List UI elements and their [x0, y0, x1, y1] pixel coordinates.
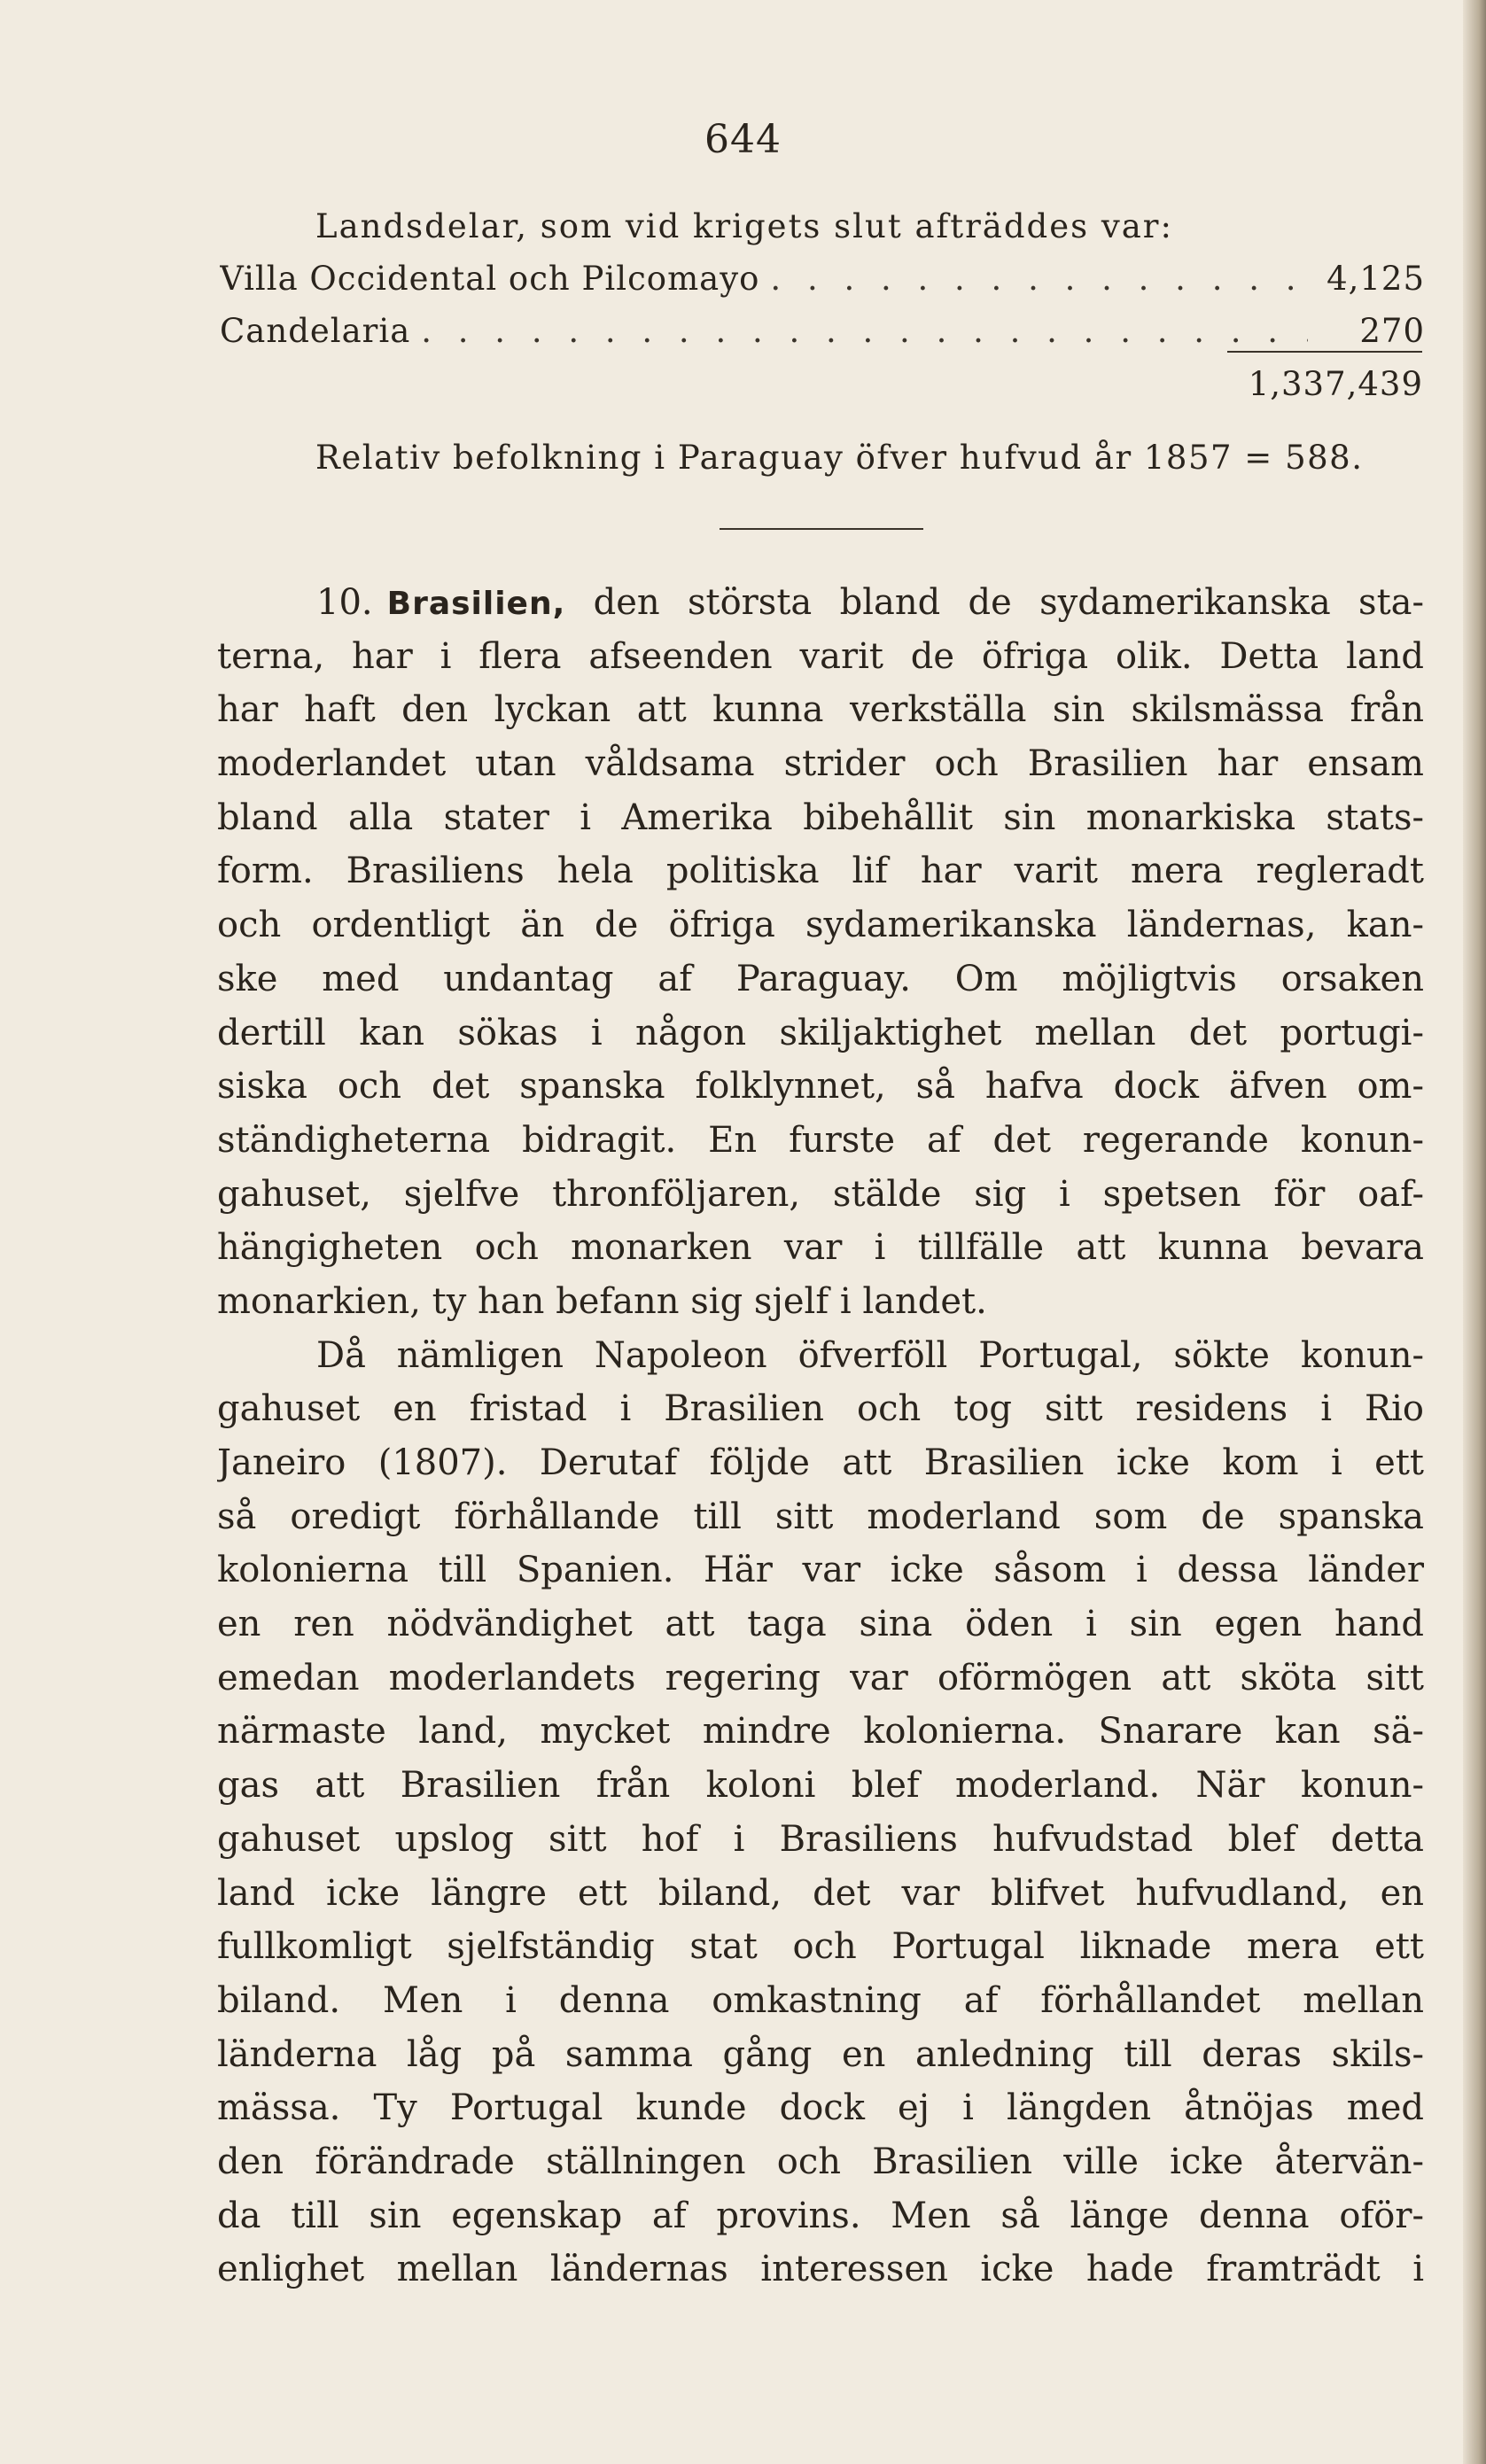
section-number: 10.: [316, 582, 373, 623]
paragraph-line: länderna låg på samma gång en anledning till deras skils-: [217, 2033, 1424, 2075]
row-value: 270: [1359, 312, 1425, 350]
page-number: 644: [704, 117, 782, 162]
table-row: [220, 305, 1425, 357]
dot-leader: [421, 305, 1308, 357]
paragraph-line: gas att Brasilien från koloni blef moderland. När konun-: [217, 1765, 1424, 1807]
paragraph-line: dertill kan sökas i någon skiljaktighet mellan det portugi-: [217, 1012, 1424, 1053]
section-subject: Brasilien,: [386, 586, 566, 622]
paragraph-line: gahuset, sjelfve thronföljaren, stälde sig i spetsen för oaf-: [217, 1173, 1424, 1215]
line-text: den största bland de sydamerikanska sta-: [593, 582, 1424, 623]
paragraph-line: emedan moderlandets regering var oförmögen att sköta sitt: [217, 1657, 1424, 1698]
paragraph-line: gahuset upslog sitt hof i Brasiliens hufvudstad blef detta: [217, 1818, 1424, 1860]
population-density-line: Relativ befolkning i Paraguay öfver hufvud år 1857 = 588.: [315, 439, 1364, 477]
paragraph-line: da till sin egenskap af provins. Men så länge denna oför-: [217, 2195, 1424, 2236]
paragraph-line: [217, 576, 1424, 630]
page-edge-shadow: [1463, 0, 1486, 2464]
dot-leader: [770, 253, 1308, 305]
paragraph-line: land icke längre ett biland, det var blifvet hufvudland, en: [217, 1872, 1424, 1914]
body-text: [217, 576, 1424, 2297]
paragraph-line: form. Brasiliens hela politiska lif har varit mera regleradt: [217, 851, 1424, 892]
paragraph-line: mässa. Ty Portugal kunde dock ej i längden åtnöjas med: [217, 2087, 1424, 2129]
paragraph-line: siska och det spanska folklynnet, så hafva dock äfven om-: [217, 1066, 1424, 1108]
table-row: [220, 253, 1425, 305]
paragraph-line: och ordentligt än de öfriga sydamerikanska ländernas, kan-: [217, 905, 1424, 946]
paragraph-line: bland alla stater i Amerika bibehållit sin monarkiska stats-: [217, 797, 1424, 838]
row-label: Candelaria: [220, 312, 411, 350]
table-heading: Landsdelar, som vid krigets slut afträddes var:: [315, 207, 1173, 245]
section-divider: [720, 528, 923, 530]
paragraph-line: kolonierna till Spanien. Här var icke såsom i dessa länder: [217, 1550, 1424, 1591]
ceded-territories-table: [220, 200, 1425, 357]
sum-rule: [1227, 351, 1422, 353]
paragraph-line: hängigheten och monarken var i tillfälle att kunna bevara: [217, 1227, 1424, 1269]
paragraph-line: ständigheterna bidragit. En furste af det regerande konun-: [217, 1119, 1424, 1161]
paragraph-line: Då nämligen Napoleon öfverföll Portugal, sökte konun-: [316, 1334, 1424, 1376]
paragraph-line: monarkien, ty han befann sig sjelf i landet.: [217, 1280, 987, 1322]
row-value: 4,125: [1327, 260, 1425, 298]
paragraph-line: den förändrade ställningen och Brasilien ville icke återvän-: [217, 2141, 1424, 2182]
sum-total: 1,337,439: [1248, 365, 1423, 403]
paragraph-line: så oredigt förhållande till sitt moderland som de spanska: [217, 1496, 1424, 1537]
paragraph-line: ske med undantag af Paraguay. Om möjligtvis orsaken: [217, 958, 1424, 999]
paragraph-line: Janeiro (1807). Derutaf följde att Brasilien icke kom i ett: [217, 1442, 1424, 1483]
paragraph-line: terna, har i flera afseenden varit de öfriga olik. Detta land: [217, 635, 1424, 677]
paragraph-line: har haft den lyckan att kunna verkställa sin skilsmässa från: [217, 689, 1424, 731]
paragraph-line: närmaste land, mycket mindre kolonierna. Snarare kan sä-: [217, 1711, 1424, 1753]
paragraph-line: enlighet mellan ländernas interessen icke hade framträdt i: [217, 2249, 1424, 2290]
paragraph-line: gahuset en fristad i Brasilien och tog sitt residens i Rio: [217, 1388, 1424, 1430]
paragraph-line: moderlandet utan våldsama strider och Brasilien har ensam: [217, 743, 1424, 785]
paragraph-line: fullkomligt sjelfständig stat och Portugal liknade mera ett: [217, 1926, 1424, 1968]
row-label: Villa Occidental och Pilcomayo: [220, 260, 760, 298]
paragraph-line: biland. Men i denna omkastning af förhållandet mellan: [217, 1979, 1424, 2021]
paragraph-line: en ren nödvändighet att taga sina öden i sin egen hand: [217, 1604, 1424, 1645]
